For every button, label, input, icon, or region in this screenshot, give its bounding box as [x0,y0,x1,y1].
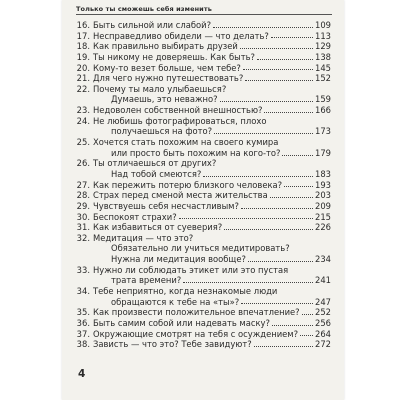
toc-entry [76,318,331,329]
toc-entry-page: 138 [315,51,331,62]
toc-entry-page: 203 [315,190,331,201]
toc-entry-page: 152 [315,73,331,84]
toc-entry [76,233,331,244]
toc-entry-title: Для чего нужно путешествовать? [93,73,244,84]
toc-entry-page: 173 [315,126,331,137]
toc-entry-number: 22. [76,83,90,94]
toc-entry-number: 30. [76,211,90,222]
toc-entry [76,94,331,105]
dot-leader [224,229,313,230]
toc-entry-number: 33. [76,264,90,275]
dot-leader [220,101,313,102]
dot-leader [213,27,313,28]
toc-entry [76,148,331,159]
toc-entry-title: обращаются к тебе на «ты»? [111,296,240,307]
toc-entry [76,126,331,137]
toc-entry-title: Быть самим собой или надевать маску? [93,317,270,328]
toc-entry-page: 247 [315,296,331,307]
toc-entry-title: Ты никому не доверяешь. Как быть? [93,51,255,62]
toc-entry [76,20,331,31]
toc-entry-title: Чувствуешь себя несчастливым? [93,200,239,211]
toc-entry [76,222,331,233]
toc-entry-title: Медитация — что это? [93,232,194,243]
dot-leader [272,325,313,326]
toc-entry [76,201,331,212]
dot-leader [245,80,313,81]
toc-entry-number: 21. [76,73,90,84]
toc-entry-title: Несправедливо обидели — что делать? [93,30,269,41]
toc-entry [76,212,331,223]
toc-entry-page: 272 [315,339,331,350]
toc-entry-title: Страх перед сменой места жительства [93,190,268,201]
toc-entry-page: 234 [315,254,331,265]
dot-leader [241,208,313,209]
toc-entry-title: Как произвести положительное впечатление? [93,307,300,318]
toc-entry [76,84,331,95]
dot-leader [248,261,313,262]
toc-entry-title: Как избавиться от суеверия? [93,222,223,233]
toc-entry [76,286,331,297]
toc-entry-number: 20. [76,62,90,73]
toc-entry-page: 241 [315,275,331,286]
dot-leader [241,303,313,304]
toc-entry-title: Окружающие смотрят на тебя с осуждением? [93,328,299,339]
toc-entry [76,116,331,127]
toc-entry-number: 29. [76,200,90,211]
toc-entry-title: получаешься на фото? [111,126,213,137]
dot-leader [183,282,313,283]
toc-entry [76,243,331,254]
toc-entry-number: 32. [76,232,90,243]
toc-entry-number: 25. [76,137,90,148]
dot-leader [284,186,313,187]
toc-entry-number: 37. [76,328,90,339]
toc-entry-page: 215 [315,211,331,222]
toc-entry-page: 252 [315,307,331,318]
toc-entry [76,190,331,201]
toc-entry-number: 23. [76,105,90,116]
toc-entry-number: 17. [76,30,90,41]
toc-entry-number: 36. [76,317,90,328]
toc-entry [76,105,331,116]
toc-entry-number: 24. [76,115,90,126]
page-number: 4 [78,368,86,380]
toc-entry-title: Кому-то везет больше, чем тебе? [93,62,241,73]
dot-leader [282,155,313,156]
toc-entry-title: Недоволен собственной внешностью? [93,105,263,116]
dot-leader [214,133,313,134]
toc-entry [76,297,331,308]
dot-leader [302,314,313,315]
toc-entry [76,169,331,180]
toc-entry-number: 16. [76,20,90,30]
toc-entry-title: Быть сильной или слабой? [93,20,212,30]
dot-leader [270,197,313,198]
toc-entry-title: Хочется стать похожим на своего кумира [93,137,279,148]
toc-entry [76,158,331,169]
toc-entry [76,254,331,265]
dot-leader [243,69,313,70]
toc-entry-title: Как правильно выбирать друзей [93,41,238,52]
toc-entry-page: 145 [315,62,331,73]
book-page [62,0,344,400]
toc-entry [76,137,331,148]
dot-leader [264,112,313,113]
toc-entry-number: 26. [76,158,90,169]
toc-entry-title: трата времени? [111,275,182,286]
dot-leader [271,37,313,38]
toc-entry-title: или просто быть похожим на кого-то? [111,147,281,158]
toc-entry-title: Нужна ли медитация вообще? [111,254,246,265]
toc-entry-title: Нужно ли соблюдать этикет или это пустая [93,264,289,275]
toc-entry-page: 183 [315,168,331,179]
toc-entry-number: 27. [76,179,90,190]
dot-leader [254,346,313,347]
toc-entry-number: 31. [76,222,90,233]
toc-entry-number: 18. [76,41,90,52]
toc-entry-page: 256 [315,317,331,328]
dot-leader [179,218,313,219]
toc-entry-page: 226 [315,222,331,233]
toc-entry-title: Не любишь фотографироваться, плохо [93,115,267,126]
toc-entry-number: 35. [76,307,90,318]
toc-entry-title: Тебе неприятно, когда незнакомые люди [93,286,278,297]
toc-entry-page: 113 [315,30,331,41]
toc-entry [76,41,331,52]
toc-entry-title: Зависть — что это? Тебе завидуют? [93,339,252,350]
toc-entry [76,329,331,340]
toc-entry-number: 28. [76,190,90,201]
toc-entry-page: 109 [315,20,331,30]
toc-entry [76,307,331,318]
toc-entry [76,265,331,276]
dot-leader [300,335,313,336]
toc-entry-title: Над тобой смеются? [111,168,202,179]
toc-entry [76,339,331,350]
toc-entry [76,275,331,286]
toc-entry-page: 264 [315,328,331,339]
running-head: Только ты сможешь себя изменить [76,5,332,15]
toc-entry [76,63,331,74]
dot-leader [257,59,313,60]
toc-entry-number: 38. [76,339,90,350]
toc-entry-title: Почему ты мало улыбаешься? [93,83,227,94]
toc-entry-number: 19. [76,51,90,62]
toc-entry [76,180,331,191]
toc-entry [76,73,331,84]
toc-entry-title: Как пережить потерю близкого человека? [93,179,283,190]
toc-entry-page: 159 [315,94,331,105]
toc-entry-page: 129 [315,41,331,52]
toc-entry-page: 166 [315,105,331,116]
dot-leader [203,176,313,177]
dot-leader [240,48,313,49]
toc-entry-title: Думаешь, это неважно? [111,94,218,105]
toc-entry-title: Обязательно ли учиться медитировать? [111,243,290,254]
toc-entry [76,31,331,42]
toc-entry-page: 179 [315,147,331,158]
toc-entry-page: 209 [315,200,331,211]
toc-entry-title: Ты отличаешься от других? [93,158,217,169]
toc-entry-page: 193 [315,179,331,190]
toc-entry [76,52,331,63]
toc-entry-title: Беспокоят страхи? [93,211,177,222]
toc-entry-number: 34. [76,286,90,297]
table-of-contents [76,20,331,350]
